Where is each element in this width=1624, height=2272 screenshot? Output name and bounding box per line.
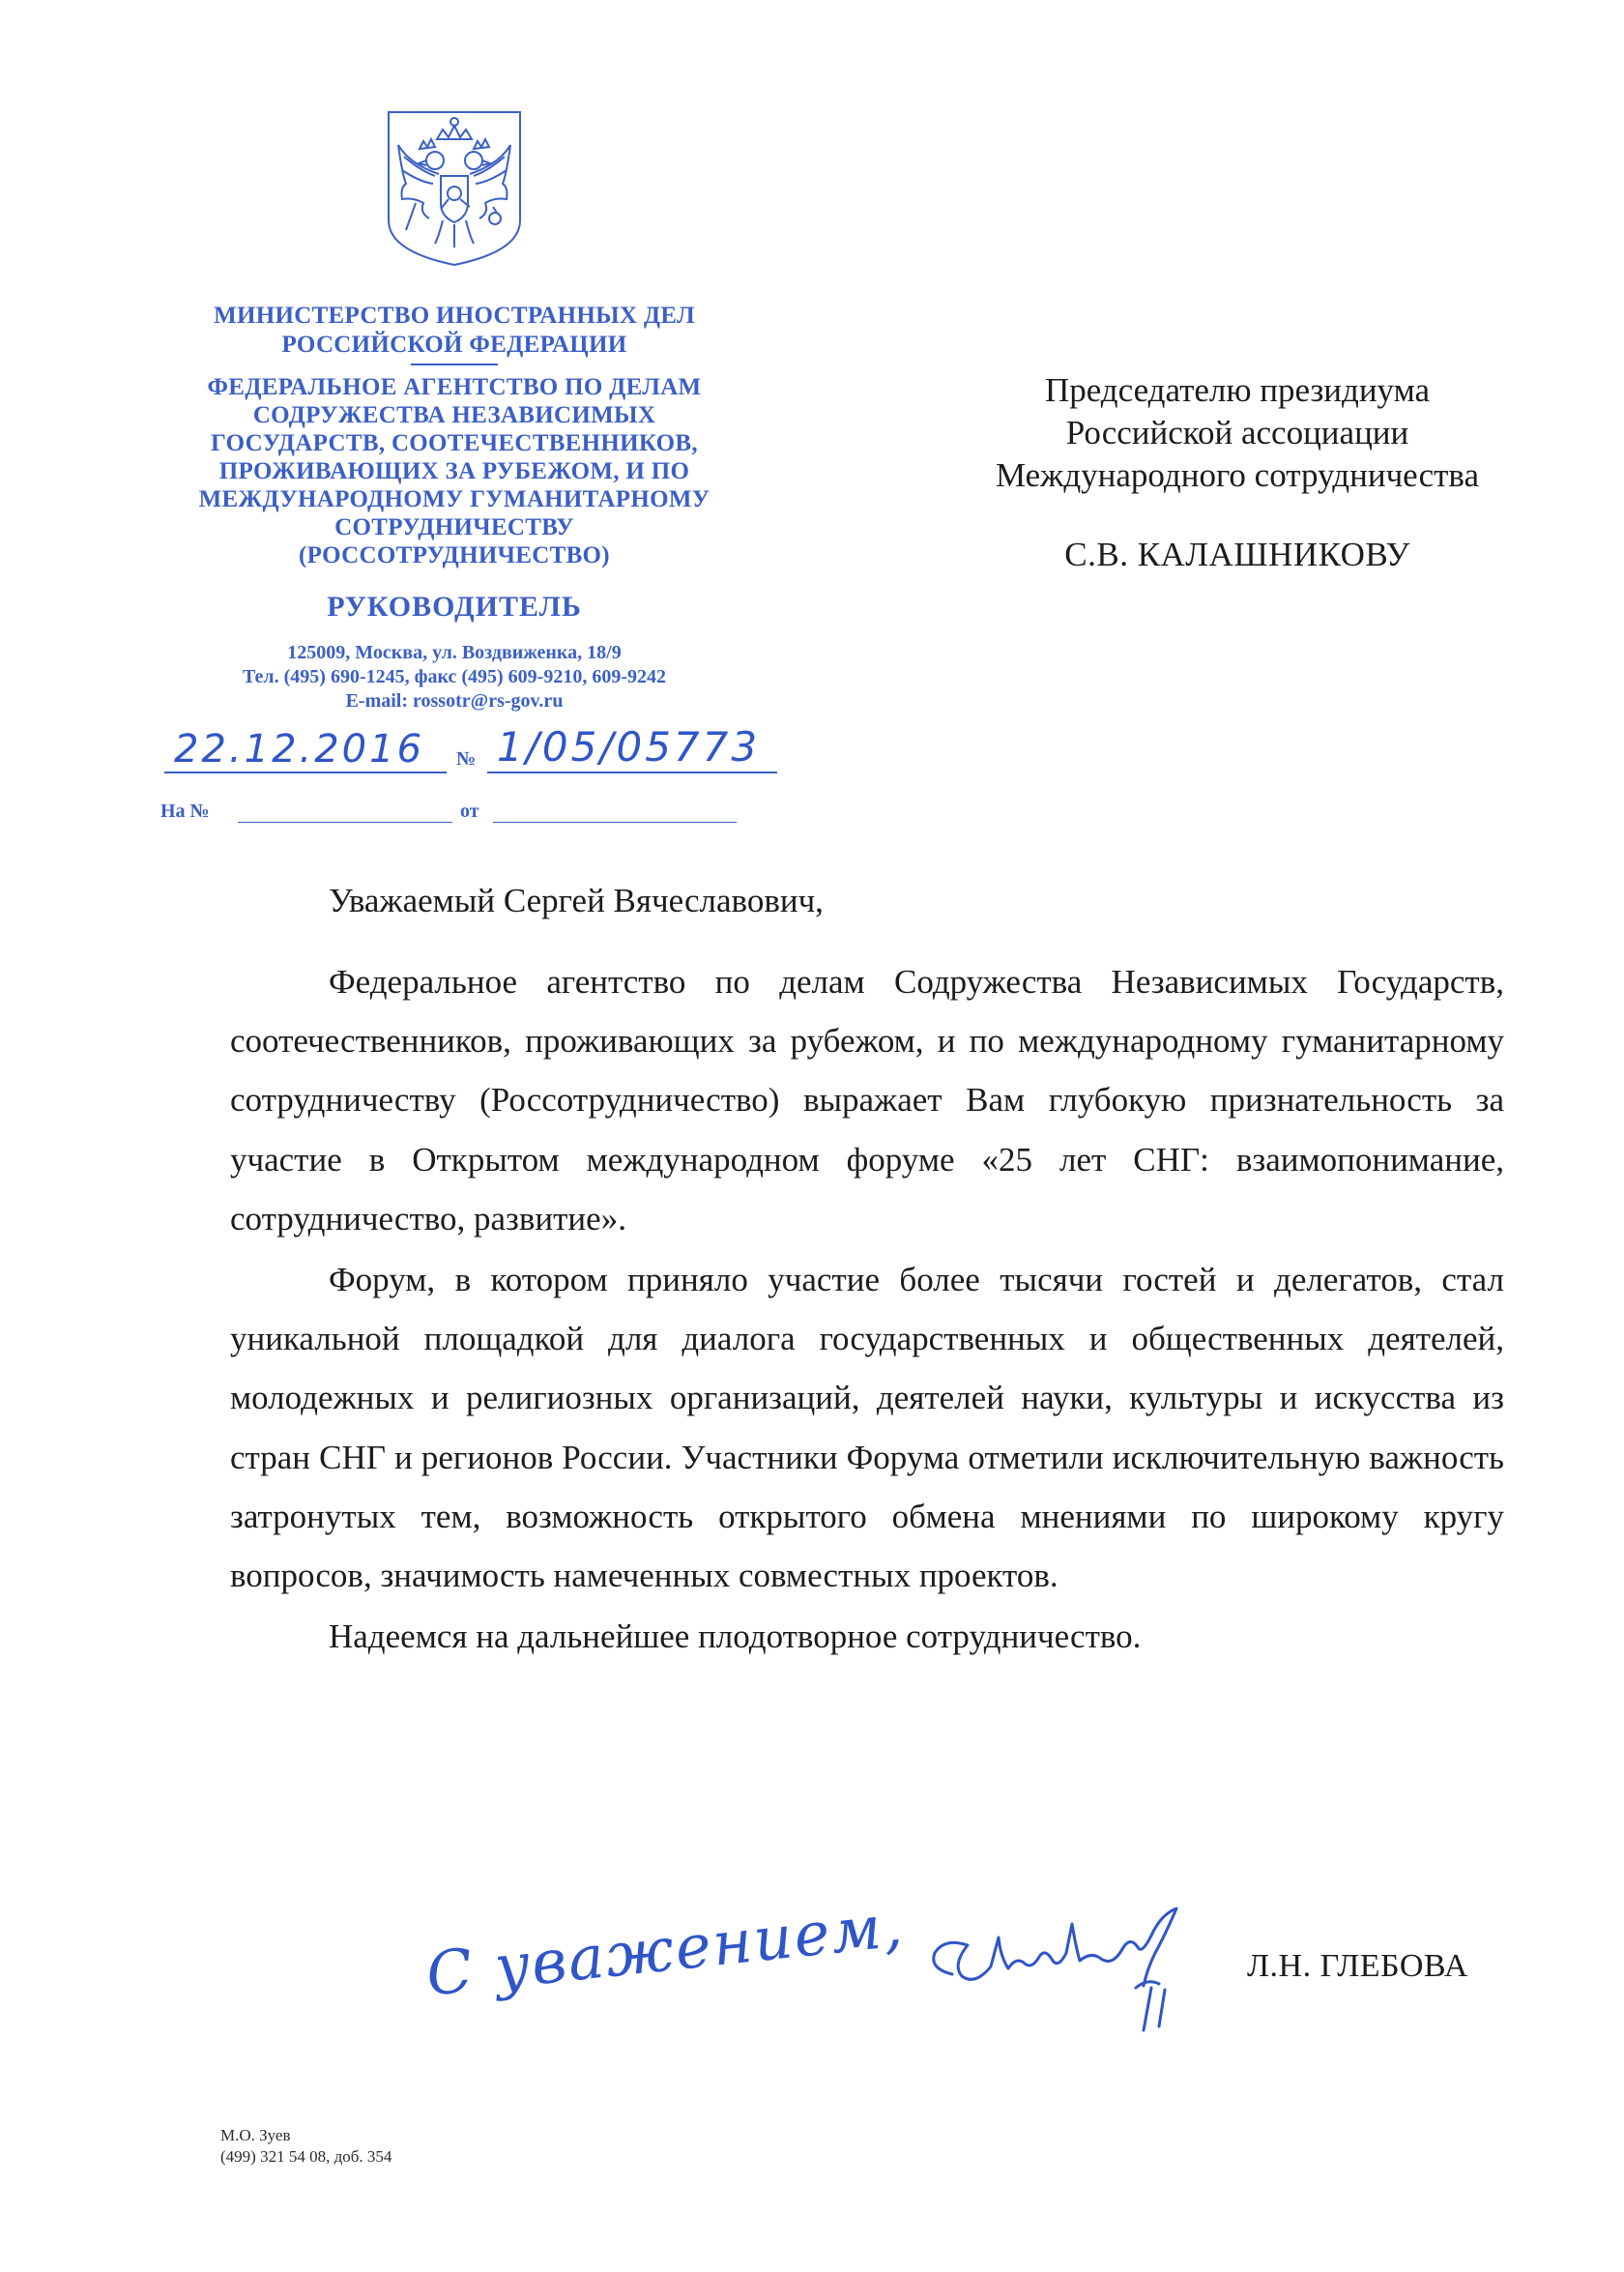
coat-of-arms-icon (381, 106, 528, 269)
executor-info (220, 2125, 392, 2168)
addressee-line-1: Председателю президиума (1044, 371, 1431, 409)
agency-line: ПРОЖИВАЮЩИХ ЗА РУБЕЖОМ, И ПО (218, 458, 690, 484)
position-title: РУКОВОДИТЕЛЬ (327, 591, 582, 623)
reference-block (160, 795, 783, 833)
email: E-mail: rossotr@rs-gov.ru (345, 690, 564, 712)
letterhead (145, 106, 764, 714)
agency-line: МЕЖДУНАРОДНОМУ ГУМАНИТАРНОМУ (198, 486, 710, 512)
number-handwritten: 1/05/05773 (497, 723, 761, 771)
executor-name: М.О. Зуев (220, 2126, 291, 2144)
addressee-line-2: Российской ассоциации (1065, 414, 1409, 451)
letterhead-divider (411, 364, 498, 365)
agency-line: ФЕДЕРАЛЬНОЕ АГЕНТСТВО ПО ДЕЛАМ (207, 374, 702, 400)
salutation: Уважаемый Сергей Вячеславович, (329, 882, 824, 919)
reference-date-underline (493, 822, 737, 823)
signature (923, 1897, 1204, 2042)
date-underline (164, 772, 447, 773)
reference-from-label: от (460, 801, 479, 822)
agency-line: (РОССОТРУДНИЧЕСТВО) (299, 542, 610, 568)
ministry-line-2: РОССИЙСКОЙ ФЕДЕРАЦИИ (281, 332, 627, 358)
contacts (145, 641, 764, 714)
number-sign: № (456, 748, 477, 770)
agency-line: ГОСУДАРСТВ, СООТЕЧЕСТВЕННИКОВ, (211, 430, 698, 456)
address: 125009, Москва, ул. Воздвиженка, 18/9 (287, 642, 622, 663)
letter-body (230, 952, 1504, 1668)
date-handwritten: 22.12.2016 (174, 727, 425, 772)
ministry-line-1: МИНИСТЕРСТВО ИНОСТРАННЫХ ДЕЛ (214, 303, 695, 329)
registration-block (164, 725, 783, 783)
paragraph: Надеемся на дальнейшее плодотворное сотрудничество. (329, 1617, 1142, 1656)
addressee-line-3: Международного сотрудничества (995, 456, 1480, 494)
ministry-name (145, 302, 764, 360)
addressee-name: С.В. КАЛАШНИКОВУ (1064, 536, 1410, 573)
paragraph: Форум, в котором приняло участие более тысячи гостей и делегатов, стал уникальной площадкой для диалога государственных и общественных деятелей, молодежных и религиозных организаций, деятелей науки, культуры и искусства из стран СНГ и регионов России. Участники Форума отметили исключительную важность затронутых тем, возможность открытого обмена мнениями по широкому кругу вопросов, значимость намеченных совместных проектов. (230, 1261, 1504, 1595)
executor-phone: (499) 321 54 08, доб. 354 (220, 2147, 392, 2166)
agency-line: СОТРУДНИЧЕСТВУ (334, 514, 574, 540)
signer-name: Л.Н. ГЛЕБОВА (1247, 1948, 1468, 1984)
reference-underline (238, 822, 452, 823)
reference-label: На № (160, 801, 210, 822)
addressee (889, 369, 1585, 576)
agency-line: СОДРУЖЕСТВА НЕЗАВИСИМЫХ (252, 402, 656, 428)
closing-handwritten: С уважением, (422, 1889, 908, 2010)
phones: Тел. (495) 690-1245, факс (495) 609-9210, 609-9242 (242, 666, 667, 687)
agency-name (145, 373, 764, 569)
number-underline (487, 772, 777, 773)
paragraph: Федеральное агентство по делам Содружества Независимых Государств, соотечественников, проживающих за рубежом, и по международному гуманитарному сотрудничеству (Россотрудничество) выражает Вам глубокую признательность за участие в Открытом международном форуме «25 лет СНГ: взаимопонимание, сотрудничество, развитие». (230, 963, 1504, 1238)
